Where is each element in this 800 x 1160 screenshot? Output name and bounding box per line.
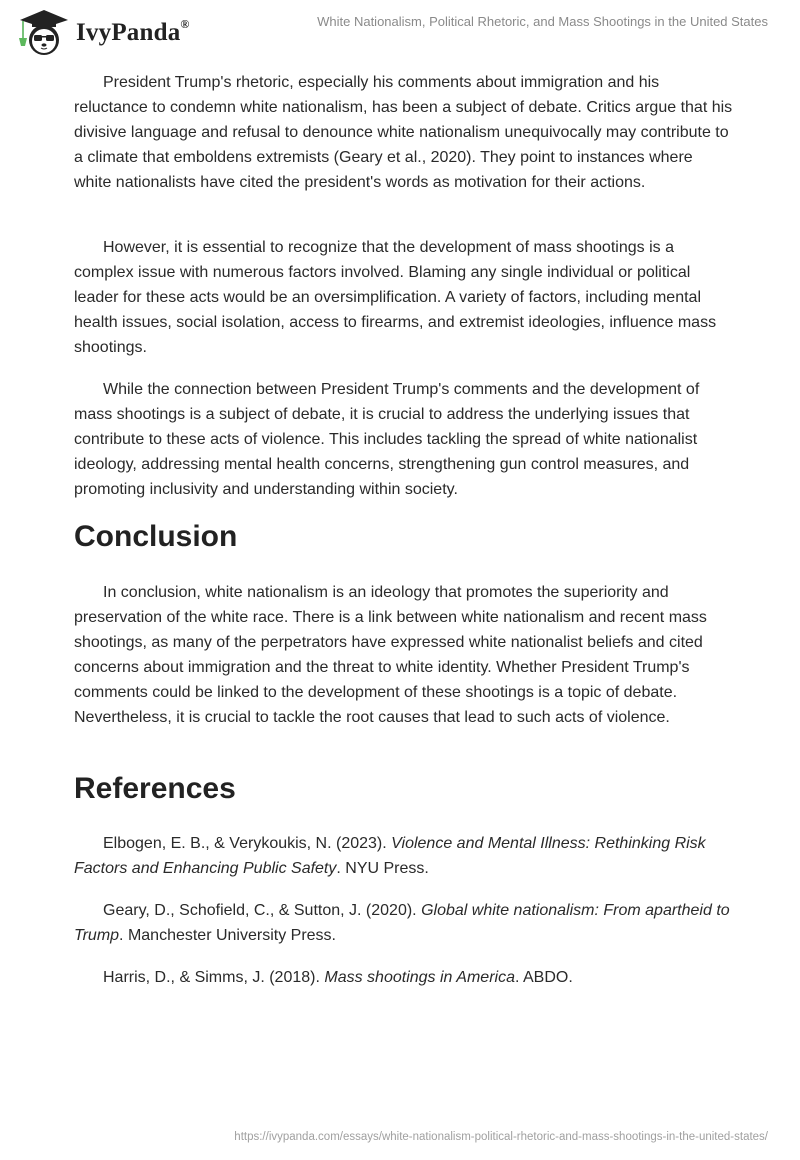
reference-authors: Elbogen, E. B., & Verykoukis, N. (2023). [103,835,392,852]
reference-title: Mass shootings in America [324,969,515,986]
reference-authors: Harris, D., & Simms, J. (2018). [103,969,325,986]
logo-wordmark: IvyPanda® [76,17,190,46]
conclusion-paragraph: In conclusion, white nationalism is an ideology that promotes the superiority and preservation of the white race. There is a link between white nationalism and recent mass shootings, as many of the perpetrators have expressed white nationalist beliefs and cited concerns about immigration and the threat to white identity. Whether President Trump's comments could be linked to the development of these shootings is a topic of debate. Nevertheless, it is crucial to tackle the root causes that lead to such acts of violence. [74,584,707,726]
reference-title: Violence and Mental Illness: Rethinking Risk Factors and Enhancing Public Safety [74,835,706,877]
reference-publisher: . NYU Press. [336,860,429,877]
source-url[interactable]: https://ivypanda.com/essays/white-nationalism-political-rhetoric-and-mass-shootings-in-the-united-states/ [234,1131,768,1143]
body-paragraph: While the connection between President Trump's comments and the development of mass shootings is a subject of debate, it is crucial to address the underlying issues that contribute to these acts of violence. This includes tackling the spread of white nationalist ideology, addressing mental health concerns, strengthening gun control measures, and promoting inclusivity and understanding within society. [74,381,700,498]
reference-publisher: . Manchester University Press. [119,927,336,944]
reference-publisher: . ABDO. [514,969,573,986]
references-heading: References [74,772,236,805]
conclusion-heading: Conclusion [74,520,238,553]
body-paragraph: However, it is essential to recognize that the development of mass shootings is a complex issue with numerous factors involved. Blaming any single individual or political leader for these acts would be an oversimplification. A variety of factors, including mental health issues, social isolation, access to firearms, and extremist ideologies, influence mass shootings. [74,239,717,356]
reference-item [74,898,734,948]
page-header [0,0,800,60]
reference-authors: Geary, D., Schofield, C., & Sutton, J. (2020). [103,902,422,919]
document-title: White Nationalism, Political Rhetoric, and Mass Shootings in the United States [317,14,768,29]
reference-item [74,831,734,881]
panda-graduate-icon [14,6,72,56]
reference-title: Global white nationalism: From apartheid to Trump [74,902,730,944]
reference-item [74,965,734,990]
ivypanda-logo[interactable] [14,6,190,56]
body-paragraph: President Trump's rhetoric, especially his comments about immigration and his reluctance to condemn white nationalism, has been a subject of debate. Critics argue that his divisive language and refusal to denounce white nationalism unequivocally may contribute to a climate that emboldens extremists (Geary et al., 2020). They point to instances where white nationalists have cited the president's words as motivation for their actions. [74,74,733,191]
